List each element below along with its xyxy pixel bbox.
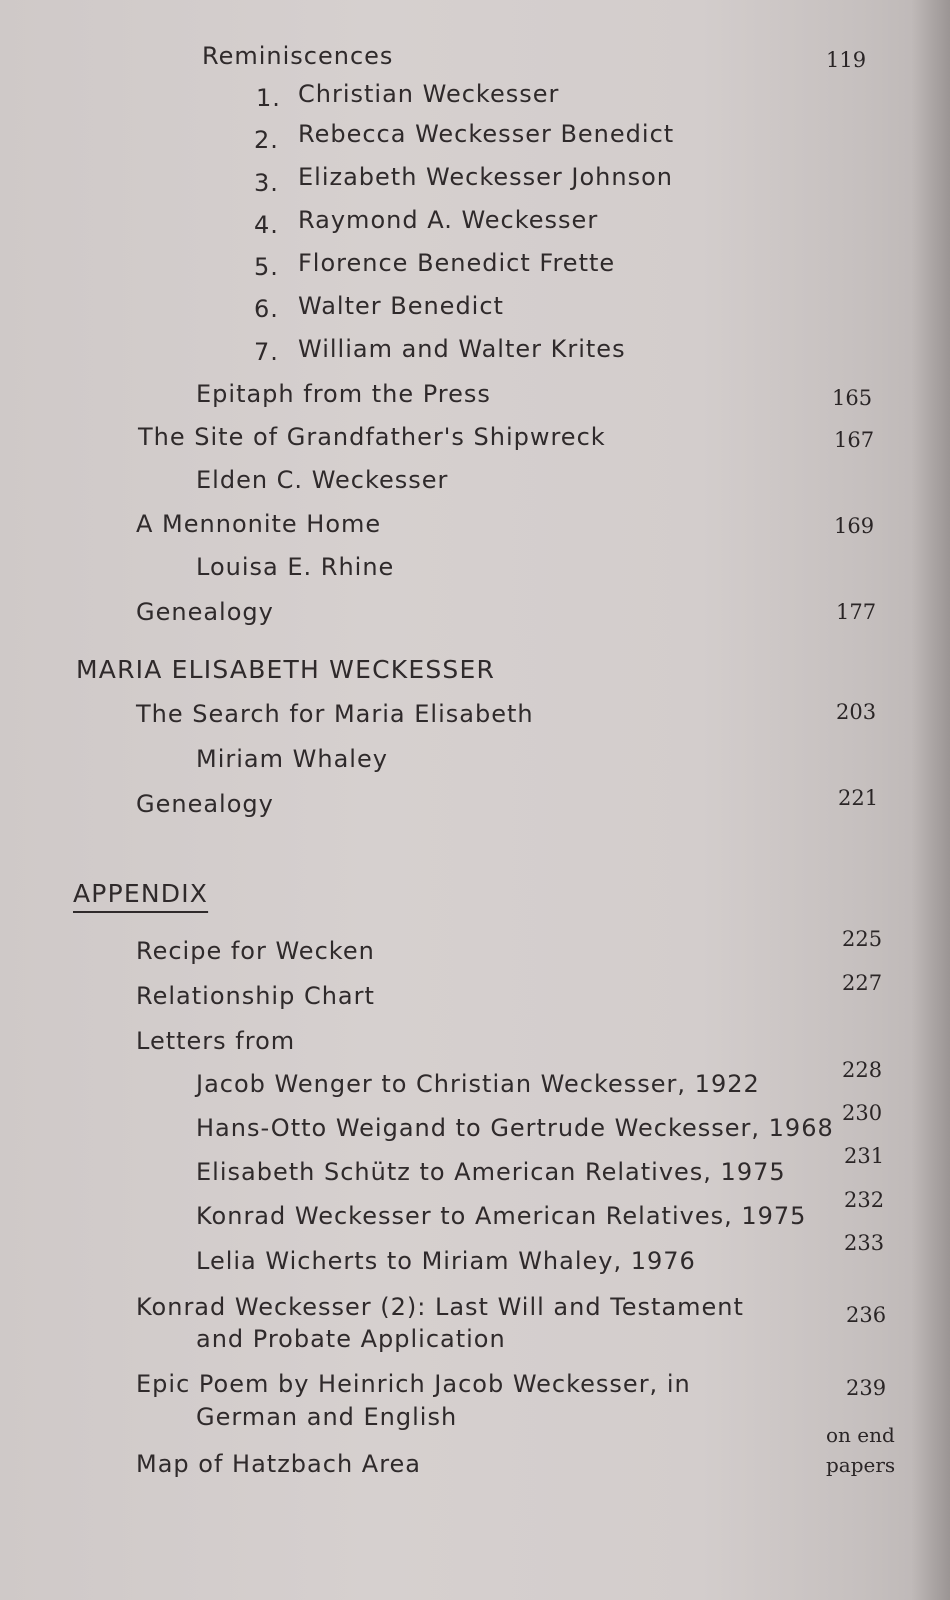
reminiscence-number: 7. <box>254 338 279 366</box>
letter-title: Elisabeth Schütz to American Relatives, 1975 <box>196 1158 786 1186</box>
poem-page: 239 <box>846 1376 887 1400</box>
reminiscence-name: Elizabeth Weckesser Johnson <box>298 163 673 191</box>
reminiscence-number: 5. <box>254 253 279 281</box>
letters-from-label: Letters from <box>136 1027 296 1055</box>
letter-title: Hans-Otto Weigand to Gertrude Weckesser, 1968 <box>196 1114 834 1142</box>
reminiscence-number: 4. <box>254 211 279 239</box>
genealogy-page: 221 <box>838 786 879 810</box>
letter-page: 232 <box>844 1188 885 1212</box>
shipwreck-author: Elden C. Weckesser <box>196 466 449 494</box>
letter-page: 233 <box>844 1231 885 1255</box>
reminiscence-name: Rebecca Weckesser Benedict <box>298 120 675 148</box>
section-heading: MARIA ELISABETH WECKESSER <box>76 655 496 684</box>
reminiscence-name: Raymond A. Weckesser <box>298 206 599 234</box>
poem-title: Epic Poem by Heinrich Jacob Weckesser, in <box>136 1370 691 1398</box>
map-title: Map of Hatzbach Area <box>136 1450 422 1478</box>
map-page-line1: on end <box>826 1423 895 1447</box>
genealogy-title: Genealogy <box>136 790 274 818</box>
page-edge-shadow <box>912 0 950 1600</box>
shipwreck-title: The Site of Grandfather's Shipwreck <box>138 423 606 451</box>
mennonite-page: 169 <box>834 514 875 538</box>
recipe-title: Recipe for Wecken <box>136 937 375 965</box>
reminiscence-name: William and Walter Krites <box>298 335 626 363</box>
reminiscence-number: 3. <box>254 169 279 197</box>
map-page-line2: papers <box>826 1453 896 1477</box>
epitaph-page: 165 <box>832 386 873 410</box>
letter-page: 228 <box>842 1058 883 1082</box>
search-page: 203 <box>836 700 877 724</box>
genealogy-page: 177 <box>836 600 877 624</box>
chart-page: 227 <box>842 971 883 995</box>
poem-title-continued: German and English <box>196 1403 458 1431</box>
will-page: 236 <box>846 1303 887 1327</box>
search-title: The Search for Maria Elisabeth <box>136 700 534 728</box>
letter-title: Lelia Wicherts to Miriam Whaley, 1976 <box>196 1247 696 1275</box>
letter-title: Konrad Weckesser to American Relatives, 1975 <box>196 1202 807 1230</box>
reminiscence-name: Florence Benedict Frette <box>298 249 616 277</box>
reminiscence-name: Walter Benedict <box>298 292 504 320</box>
search-author: Miriam Whaley <box>196 745 388 773</box>
epitaph-title: Epitaph from the Press <box>196 380 491 408</box>
letter-page: 231 <box>844 1144 885 1168</box>
mennonite-title: A Mennonite Home <box>136 510 382 538</box>
will-title: Konrad Weckesser (2): Last Will and Testament <box>136 1293 744 1321</box>
appendix-heading: APPENDIX <box>73 879 209 908</box>
reminiscences-page: 119 <box>826 48 867 72</box>
will-title-continued: and Probate Application <box>196 1325 506 1353</box>
reminiscence-number: 1. <box>256 84 281 112</box>
reminiscence-number: 6. <box>254 295 279 323</box>
recipe-page: 225 <box>842 927 883 951</box>
genealogy-title: Genealogy <box>136 598 274 626</box>
letter-page: 230 <box>842 1101 883 1125</box>
reminiscences-title: Reminiscences <box>202 42 394 70</box>
letter-title: Jacob Wenger to Christian Weckesser, 1922 <box>196 1070 760 1098</box>
mennonite-author: Louisa E. Rhine <box>196 553 395 581</box>
chart-title: Relationship Chart <box>136 982 375 1010</box>
reminiscence-number: 2. <box>254 126 279 154</box>
shipwreck-page: 167 <box>834 428 875 452</box>
reminiscence-name: Christian Weckesser <box>298 80 560 108</box>
